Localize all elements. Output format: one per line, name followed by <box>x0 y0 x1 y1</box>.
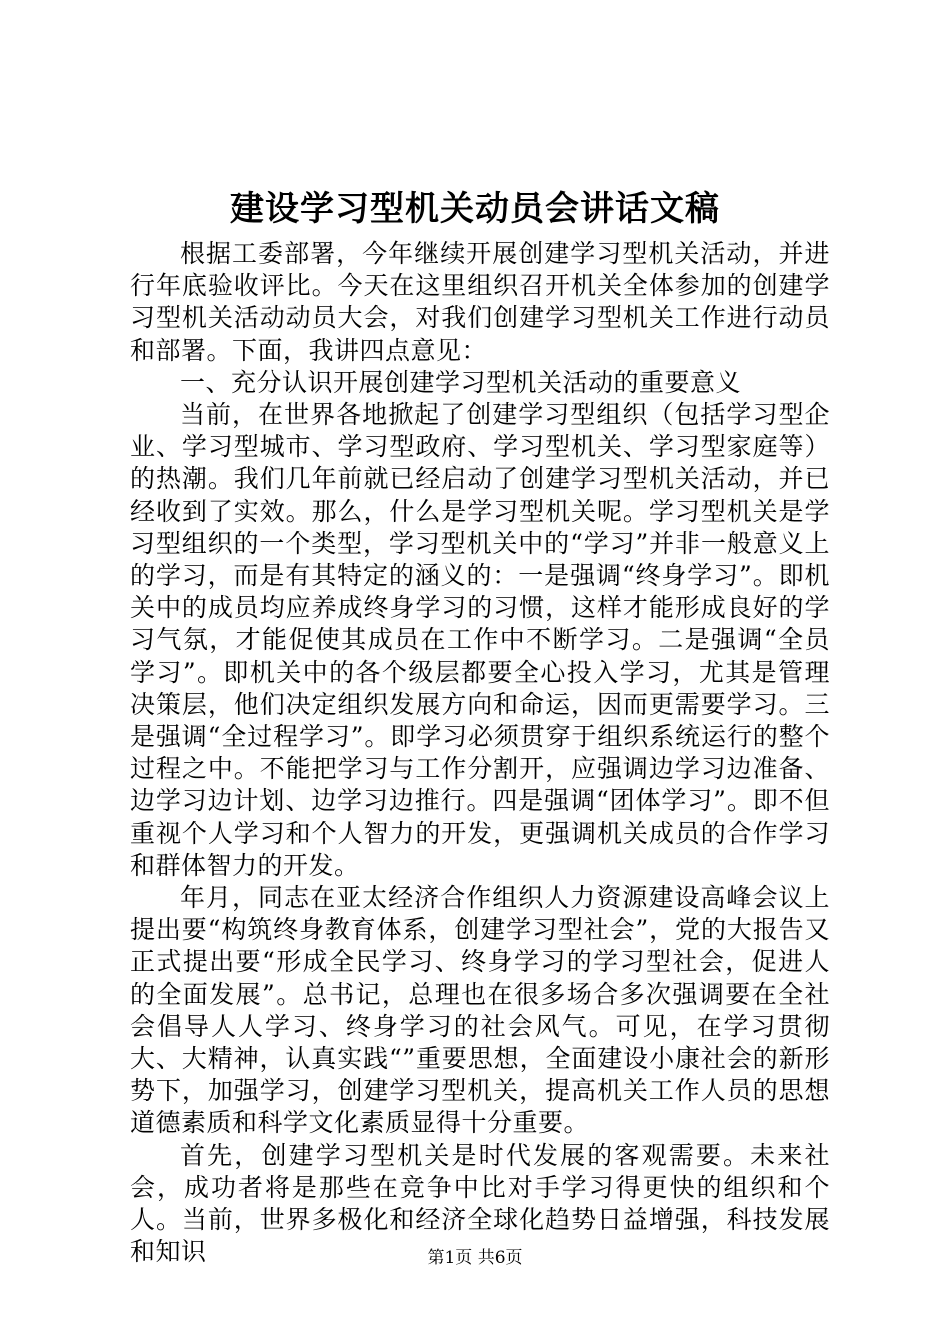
paragraph-first-point: 首先，创建学习型机关是时代发展的客观需要。未来社会，成功者将是那些在竞争中比对手学习得更快的组织和个人。当前，世界多极化和经济全球化趋势日益增强，科技发展和知识 <box>130 1140 830 1267</box>
paragraph-learning-society: 年月，同志在亚太经济合作组织人力资源建设高峰会议上提出要“构筑终身教育体系，创建学习型社会”，党的大报告又正式提出要“形成全民学习、终身学习的学习型社会，促进人的全面发展”。总书记，总理也在很多场合多次强调要在全社会倡导人人学习、终身学习的社会风气。可见，在学习贯彻大、大精神，认真实践“”重要思想，全面建设小康社会的新形势下，加强学习，创建学习型机关，提高机关工作人员的思想道德素质和科学文化素质显得十分重要。 <box>130 883 830 1138</box>
document-body <box>130 238 830 1269</box>
paragraph-intro: 根据工委部署，今年继续开展创建学习型机关活动，并进行年底验收评比。今天在这里组织召开机关全体参加的创建学习型机关活动动员大会，对我们创建学习型机关工作进行动员和部署。下面，我讲四点意见： <box>130 239 830 365</box>
paragraph-learning-organization: 当前，在世界各地掀起了创建学习型组织（包括学习型企业、学习型城市、学习型政府、学习型机关、学习型家庭等）的热潮。我们几年前就已经启动了创建学习型机关活动，并已经收到了实效。那么，什么是学习型机关呢。学习型机关是学习型组织的一个类型，学习型机关中的“学习”并非一般意义上的学习，而是有其特定的涵义的：一是强调“终身学习”。即机关中的成员均应养成终身学习的习惯，这样才能形成良好的学习气氛，才能促使其成员在工作中不断学习。二是强调“全员学习”。即机关中的各个级层都要全心投入学习，尤其是管理决策层，他们决定组织发展方向和命运，因而更需要学习。三是强调“全过程学习”。即学习必须贯穿于组织系统运行的整个过程之中。不能把学习与工作分割开，应强调边学习边准备、边学习边计划、边学习边推行。四是强调“团体学习”。即不但重视个人学习和个人智力的开发，更强调机关成员的合作学习和群体智力的开发。 <box>130 400 830 880</box>
document-title: 建设学习型机关动员会讲话文稿 <box>230 189 720 229</box>
page-footer: 第1页 共6页 <box>427 1248 523 1268</box>
section-heading-1: 一、充分认识开展创建学习型机关活动的重要意义 <box>180 367 742 397</box>
